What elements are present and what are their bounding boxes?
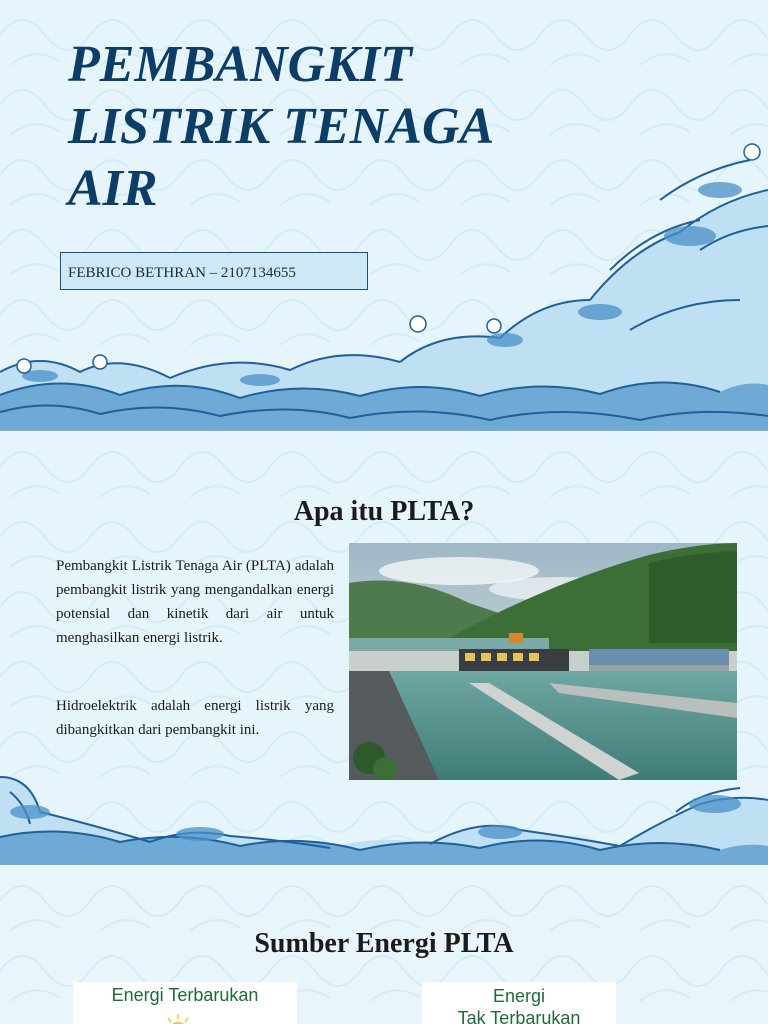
renewable-energy-card bbox=[73, 982, 297, 1024]
sun-icon bbox=[163, 1012, 193, 1024]
intro-heading: Apa itu PLTA? bbox=[293, 496, 475, 527]
slide-sources bbox=[0, 866, 768, 1024]
nonrenewable-energy-label-line2: Tak Terbarukan bbox=[457, 1008, 581, 1024]
nonrenewable-energy-card bbox=[422, 982, 616, 1024]
sources-heading: Sumber Energi PLTA bbox=[254, 928, 514, 959]
intro-paragraph-definition: Pembangkit Listrik Tenaga Air (PLTA) adalah pembangkit listrik yang mengandalkan energi potensial dan kinetik dari air untuk menghasilkan energi listrik. bbox=[56, 558, 334, 646]
nonrenewable-energy-label-line1: Energi bbox=[492, 986, 546, 1006]
dam-photo bbox=[349, 543, 737, 780]
presentation-title: PEMBANGKIT LISTRIK TENAGA AIR bbox=[68, 36, 492, 217]
slide-cover bbox=[0, 0, 768, 432]
slide-intro bbox=[0, 432, 768, 866]
author-label: FEBRICO BETHRAN – 2107134655 bbox=[60, 252, 368, 290]
renewable-energy-label: Energi Terbarukan bbox=[111, 985, 259, 1005]
intro-paragraph-hydroelectric: Hidroelektrik adalah energi listrik yang dibangkitkan dari pembangkit ini. bbox=[56, 698, 334, 738]
